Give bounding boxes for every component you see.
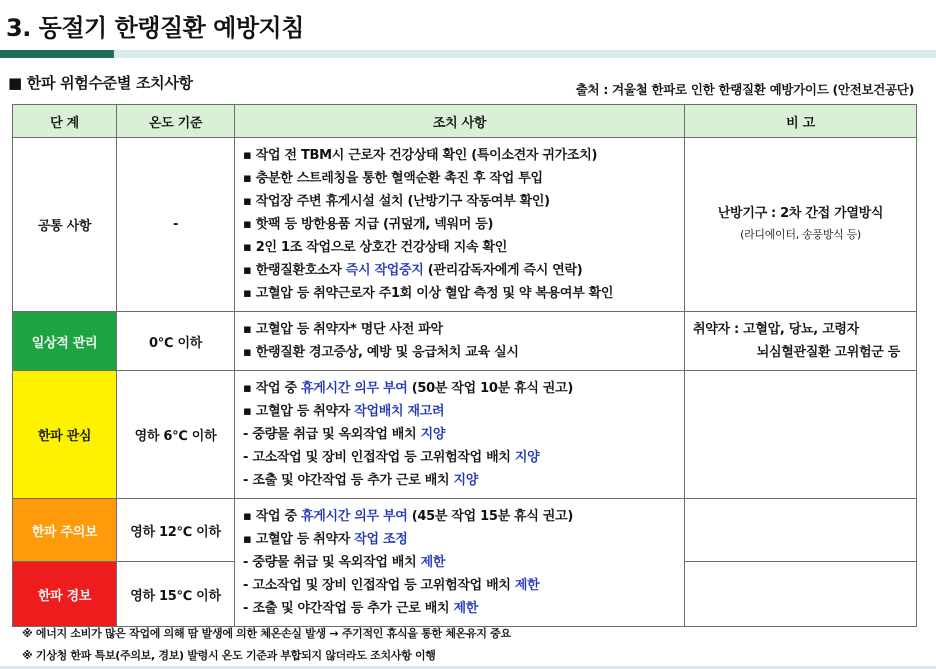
stage-common: 공통 사항 [13,138,117,312]
action-line [243,259,680,282]
source-citation: 출처 : 겨울철 한파로 인한 한랭질환 예방가이드 (안전보건공단) [575,82,914,97]
actions-advisory-warning [235,499,685,627]
table-row-advisory [13,499,917,562]
action-line: ▪ 핫팩 등 방한용품 지급 (귀덮개, 넥워머 등) [243,217,494,232]
action-line [243,597,680,620]
action-line [243,469,680,492]
action-text: - 중량물 취급 및 옥외작업 배치 [243,555,421,570]
header-notes: 비 고 [685,105,917,138]
note-heating-detail: (라디에이터, 송풍방식 등) [740,227,861,241]
action-text: - 조출 및 야간작업 등 추가 근로 배치 [243,473,454,488]
temp-daily: 0℃ 이하 [117,312,235,371]
action-line [243,551,680,574]
action-text: (45분 작업 15분 휴식 권고) [407,509,573,524]
action-line: ▪ 한랭질환 경고증상, 예방 및 응급처치 교육 실시 [243,345,519,360]
temp-advisory: 영하 12℃ 이하 [117,499,235,562]
action-line: ▪ 2인 1조 작업으로 상호간 건강상태 지속 확인 [243,240,507,255]
action-emphasis: 지양 [514,450,540,465]
action-line [243,574,680,597]
action-emphasis: 제한 [453,601,479,616]
header-actions: 조치 사항 [235,105,685,138]
action-emphasis: 지양 [453,473,479,488]
table-row-daily [13,312,917,371]
action-text: - 고소작업 및 장비 인접작업 등 고위험작업 배치 [243,450,515,465]
action-line [243,528,680,551]
section-heading: ■ 한파 위험수준별 조치사항 [8,74,193,92]
action-text: ▪ 작업 중 [243,381,301,396]
note-common [685,138,917,312]
action-line: ▪ 고혈압 등 취약자* 명단 사전 파악 [243,322,443,337]
header-stage: 단 계 [13,105,117,138]
page-title: 3. 동절기 한랭질환 예방지침 [6,14,304,42]
action-emphasis: 휴게시간 의무 부여 [300,381,408,396]
note-watch [685,371,917,499]
stage-watch: 한파 관심 [13,371,117,499]
stage-warning: 한파 경보 [13,562,117,627]
table-row-watch [13,371,917,499]
action-line: ▪ 충분한 스트레칭을 통한 혈액순환 촉진 후 작업 투입 [243,171,543,186]
note-vulnerable: 취약자 : 고혈압, 당뇨, 고령자 [693,322,859,337]
footnote-energy: ※ 에너지 소비가 많은 작업에 의해 땀 발생에 의한 체온손실 발생 → 주기적인 휴식을 통한 체온유지 중요 [22,627,511,640]
action-emphasis: 휴게시간 의무 부여 [300,509,408,524]
temp-watch: 영하 6℃ 이하 [117,371,235,499]
title-underline-accent [0,50,114,58]
action-text: ▪ 고혈압 등 취약자 [243,404,355,419]
action-text: ▪ 작업 중 [243,509,301,524]
note-warning [685,562,917,627]
action-text: ▪ 한랭질환호소자 [243,263,346,278]
action-line [243,423,680,446]
actions-common [235,138,685,312]
actions-daily [235,312,685,371]
stage-daily: 일상적 관리 [13,312,117,371]
action-line: ▪ 작업장 주변 휴게시설 설치 (난방기구 작동여부 확인) [243,194,550,209]
action-emphasis: 제한 [420,555,446,570]
actions-watch [235,371,685,499]
action-text: (관리감독자에게 즉시 연락) [423,263,583,278]
note-heating: 난방기구 : 2차 간접 가열방식 [717,205,884,221]
note-vulnerable-detail: 뇌심혈관질환 고위험군 등 [756,345,900,360]
title-underline [0,50,936,58]
action-line [243,377,680,400]
note-daily [685,312,917,371]
action-emphasis: 제한 [514,578,540,593]
action-line [243,446,680,469]
action-emphasis: 지양 [420,427,446,442]
stage-advisory: 한파 주의보 [13,499,117,562]
table-row-common [13,138,917,312]
footnote-kma: ※ 기상청 한파 특보(주의보, 경보) 발령시 온도 기준과 부합되지 않더라도 조치사항 이행 [22,649,436,662]
temp-warning: 영하 15℃ 이하 [117,562,235,627]
action-line [243,505,680,528]
action-text: - 고소작업 및 장비 인접작업 등 고위험작업 배치 [243,578,515,593]
action-line: ▪ 작업 전 TBM시 근로자 건강상태 확인 (특이소견자 귀가조치) [243,148,598,163]
note-advisory [685,499,917,562]
action-line: ▪ 고혈압 등 취약근로자 주1회 이상 혈압 측정 및 약 복용여부 확인 [243,286,614,301]
action-line [243,400,680,423]
action-emphasis: 작업 조정 [354,532,408,547]
table-header-row [13,105,917,138]
action-text: - 중량물 취급 및 옥외작업 배치 [243,427,421,442]
header-temp: 온도 기준 [117,105,235,138]
action-text: - 조출 및 야간작업 등 추가 근로 배치 [243,601,454,616]
action-text: ▪ 고혈압 등 취약자 [243,532,355,547]
temp-common: - [117,138,235,312]
cold-risk-action-table [12,104,917,627]
action-emphasis: 작업배치 재고려 [354,404,445,419]
action-emphasis: 즉시 작업중지 [345,263,424,278]
action-text: (50분 작업 10분 휴식 권고) [407,381,573,396]
